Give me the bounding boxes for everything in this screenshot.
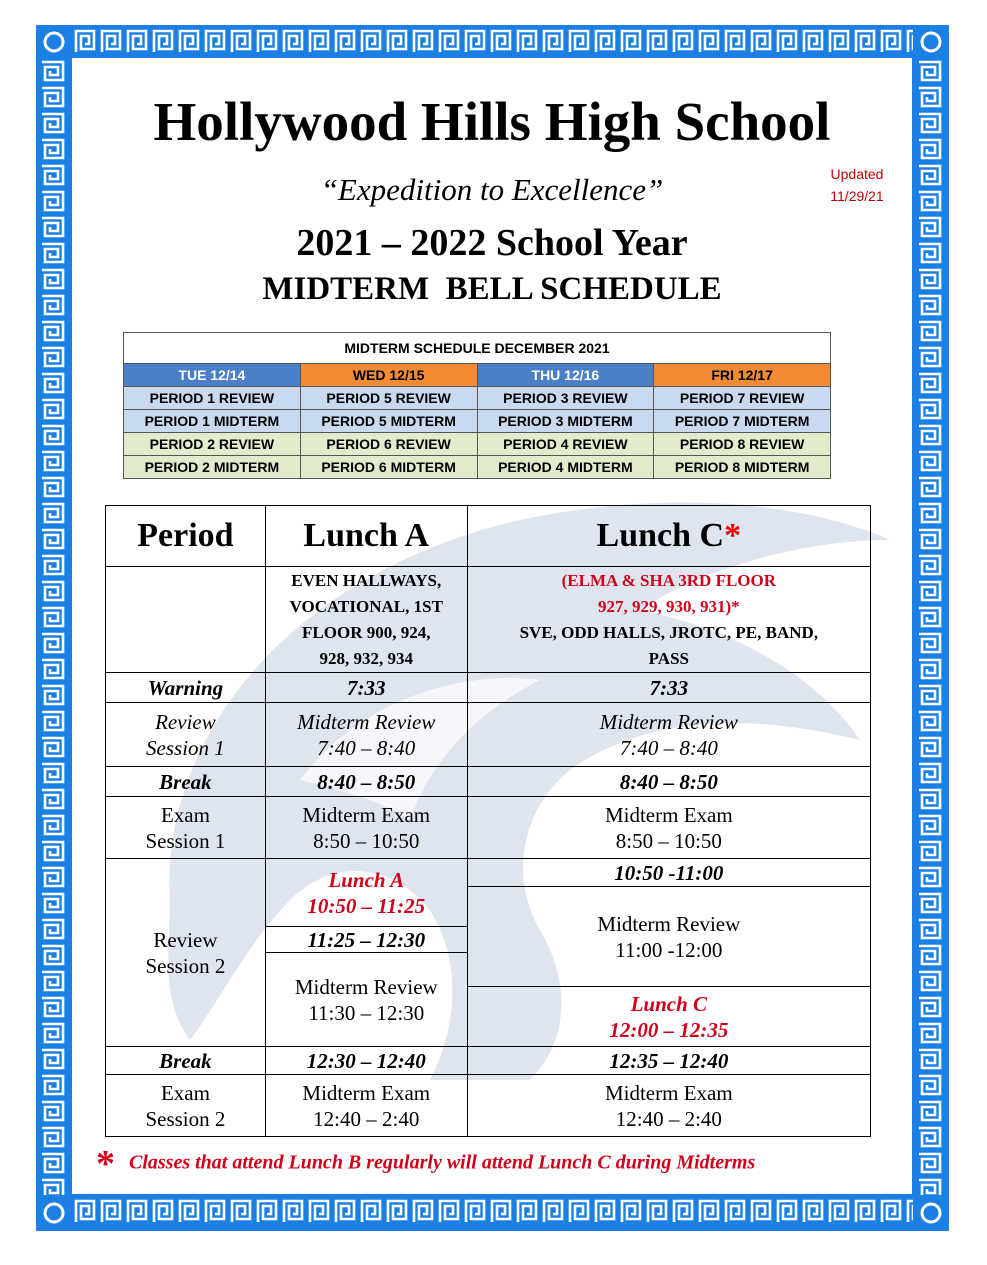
table-cell: PERIOD 6 MIDTERM (300, 456, 477, 479)
border-top-pattern (72, 25, 913, 58)
location-line: 928, 932, 934 (319, 648, 414, 668)
label-line: Exam (160, 802, 210, 827)
cell-line: Lunch C (630, 991, 708, 1016)
lunch-c-block (468, 987, 870, 1046)
lunch-a-header: Lunch A (265, 506, 467, 567)
table-row (124, 410, 831, 433)
table-row (124, 433, 831, 456)
lunch-a-locations (265, 567, 467, 673)
cell-line: 12:40 – 2:40 (313, 1106, 420, 1131)
table-cell: PERIOD 6 REVIEW (300, 433, 477, 456)
corner-ornament-icon (915, 26, 947, 58)
schedule-title (72, 271, 912, 308)
cell-line: Midterm Exam (604, 1080, 733, 1105)
label-line: Review (153, 927, 218, 952)
cell-line: 10:50 – 11:25 (307, 893, 426, 918)
lunch-c-review-block (468, 887, 870, 987)
table-cell: PERIOD 8 REVIEW (654, 433, 831, 456)
location-line: SVE, ODD HALLS, JROTC, PE, BAND, (519, 622, 819, 642)
lunch-a-passing: 11:25 – 12:30 (266, 927, 467, 953)
lunch-c-passing: 10:50 -11:00 (468, 859, 870, 887)
cell-line: 7:40 – 8:40 (317, 735, 416, 760)
table-cell: PERIOD 4 MIDTERM (477, 456, 654, 479)
row-label: Warning (106, 673, 266, 703)
table-cell: PERIOD 3 MIDTERM (477, 410, 654, 433)
cell-line: 8:50 – 10:50 (615, 828, 722, 853)
schedule-title-text: MIDTERM BELL SCHEDULE (262, 271, 722, 307)
row-label: Break (106, 767, 266, 797)
school-name: Hollywood Hills High School (153, 91, 831, 152)
cell-line: 8:50 – 10:50 (313, 828, 420, 853)
label-line: Session 2 (145, 953, 226, 978)
bell-schedule-table (105, 505, 871, 1137)
cell-line: Lunch A (328, 867, 405, 892)
asterisk-icon: * (724, 517, 742, 554)
table-cell: PERIOD 8 MIDTERM (654, 456, 831, 479)
label-line: Review (155, 709, 216, 734)
cell-line: Midterm Exam (302, 1080, 431, 1105)
label-line: Session 2 (145, 1106, 226, 1131)
warning-row (106, 673, 871, 703)
day-header: FRI 12/17 (654, 364, 831, 387)
table-cell: PERIOD 3 REVIEW (477, 387, 654, 410)
row-label (106, 703, 266, 767)
lunch-a-cell (265, 703, 467, 767)
location-line: FLOOR 900, 924, (302, 622, 431, 642)
cell-line: Midterm Review (297, 709, 436, 734)
table-row (124, 387, 831, 410)
asterisk-icon: * (96, 1143, 115, 1185)
label-line: Session 1 (146, 735, 225, 760)
location-row (106, 567, 871, 673)
lunch-c-header-text: Lunch C (596, 517, 725, 554)
table-cell: PERIOD 2 REVIEW (124, 433, 301, 456)
table-cell: PERIOD 2 MIDTERM (124, 456, 301, 479)
lunch-a-time: 8:40 – 8:50 (265, 767, 467, 797)
day-header-row (124, 364, 831, 387)
label-line: Session 1 (145, 828, 226, 853)
exam-session-2-row (106, 1075, 871, 1137)
midterm-table-title: MIDTERM SCHEDULE DECEMBER 2021 (124, 333, 831, 364)
cell-line: Midterm Exam (604, 802, 733, 827)
table-cell: PERIOD 5 MIDTERM (300, 410, 477, 433)
day-header: WED 12/15 (300, 364, 477, 387)
table-cell: PERIOD 5 REVIEW (300, 387, 477, 410)
table-cell: PERIOD 4 REVIEW (477, 433, 654, 456)
label-line: Exam (160, 1080, 210, 1105)
midterm-schedule-table (123, 332, 831, 479)
border-right-pattern (913, 58, 949, 1195)
cell-line: Midterm Review (597, 911, 741, 936)
location-line: PASS (648, 648, 689, 668)
cell-line: 12:40 – 2:40 (615, 1106, 722, 1131)
location-line: 927, 929, 930, 931)* (598, 596, 740, 616)
day-header: TUE 12/14 (124, 364, 301, 387)
updated-label: Updated (830, 166, 884, 182)
cell-line: Midterm Exam (302, 802, 431, 827)
location-line: EVEN HALLWAYS, (291, 570, 442, 590)
cell-line: 11:30 – 12:30 (308, 1000, 425, 1025)
break-2-row (106, 1047, 871, 1075)
border-left-pattern (36, 58, 72, 1195)
table-cell: PERIOD 7 MIDTERM (654, 410, 831, 433)
lunch-c-time: 8:40 – 8:50 (467, 767, 870, 797)
lunch-a-cell (265, 859, 467, 1047)
row-label (106, 859, 266, 1047)
lunch-a-cell (265, 1075, 467, 1137)
cell-line: 12:00 – 12:35 (609, 1017, 729, 1042)
location-line: VOCATIONAL, 1ST (289, 596, 443, 616)
corner-ornament-icon (38, 26, 70, 58)
lunch-a-review-block (266, 953, 467, 1046)
updated-note (812, 163, 902, 207)
location-line: (ELMA & SHA 3RD FLOOR (561, 570, 777, 590)
empty-cell (106, 567, 266, 673)
lunch-c-cell (467, 703, 870, 767)
table-cell: PERIOD 1 MIDTERM (124, 410, 301, 433)
lunch-c-time: 12:35 – 12:40 (467, 1047, 870, 1075)
midterm-table-title-row (124, 333, 831, 364)
lunch-a-time: 7:33 (265, 673, 467, 703)
row-label (106, 797, 266, 859)
lunch-c-header (467, 506, 870, 567)
table-row (124, 456, 831, 479)
table-cell: PERIOD 7 REVIEW (654, 387, 831, 410)
row-label: Break (106, 1047, 266, 1075)
exam-session-1-row (106, 797, 871, 859)
border-bottom-pattern (72, 1195, 913, 1231)
lunch-c-time: 7:33 (467, 673, 870, 703)
day-header: THU 12/16 (477, 364, 654, 387)
school-motto: “Expedition to Excellence” (320, 172, 664, 207)
updated-date: 11/29/21 (830, 188, 884, 204)
corner-ornament-icon (915, 1197, 947, 1229)
lunch-a-cell (265, 797, 467, 859)
footnote (96, 1142, 876, 1186)
cell-line: Midterm Review (294, 974, 438, 999)
table-cell: PERIOD 1 REVIEW (124, 387, 301, 410)
corner-ornament-icon (38, 1197, 70, 1229)
lunch-c-cell (467, 797, 870, 859)
bell-header-row (106, 506, 871, 567)
row-label (106, 1075, 266, 1137)
lunch-a-time: 12:30 – 12:40 (265, 1047, 467, 1075)
cell-line: 11:00 -12:00 (615, 937, 723, 962)
review-session-1-row (106, 703, 871, 767)
cell-line: 7:40 – 8:40 (619, 735, 718, 760)
school-year: 2021 – 2022 School Year (296, 222, 688, 264)
lunch-a-block (266, 859, 467, 927)
break-1-row (106, 767, 871, 797)
cell-line: Midterm Review (599, 709, 738, 734)
lunch-c-cell (467, 1075, 870, 1137)
lunch-c-locations (467, 567, 870, 673)
footnote-text: Classes that attend Lunch B regularly will attend Lunch C during Midterms (129, 1151, 756, 1174)
lunch-c-cell (467, 859, 870, 1047)
review-session-2-row (106, 859, 871, 1047)
period-header: Period (106, 506, 266, 567)
